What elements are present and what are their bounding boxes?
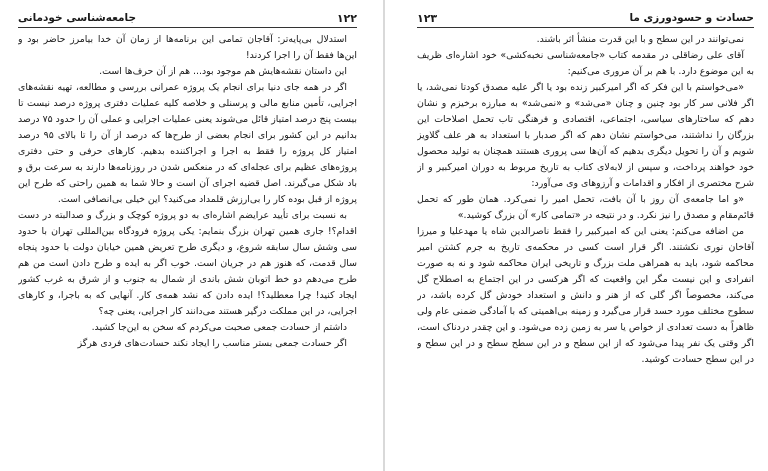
left-page-body xyxy=(18,32,357,469)
paragraph: «می‌خواستم با این فکر که اگر امیرکبیر زنده بود یا اگر علیه مصدق کودتا نمی‌شد، یا اگر فلانی سر کار بود چنین و چنان «می‌شد» و «نمی‌شد» به مبارزه برخیزم و نشان دهم که ساختارهای سیاسی، اجتماعی، اقتصادی و فرهنگی تاب تحمل اصلاحات این بزرگان را نداشتند، می‌خواستم نشان دهم که اگر صدبار با استعداد به هر علف گلاویز شویم و آن را تحویل دیگری بدهیم که آن‌ها سی پروری هستند همچنان به تولید محصول خود خواهند پرداخت، و سپس از لابه‌لای کتاب به تاریخ مربوط به دوران امیرکبیر و از شرح مختصری از افکار و اقدامات و آرزوهای وی می‌آورد: xyxy=(417,82,754,189)
right-page-number: ۱۲۳ xyxy=(417,11,438,25)
right-running-title: حسادت و حسودورزی ما xyxy=(629,12,754,24)
paragraph: نمی‌توانند در این سطح و با این قدرت منشأ اثر باشند. xyxy=(536,34,744,45)
right-header-rule xyxy=(417,27,754,28)
paragraph: به نسبت برای تأیید عرایضم اشاره‌ای به دو پروژه کوچک و بزرگ و صدالبته در دست اقدام؟! جاری همین تهران بزرگ بنمایم: یکی پروژه فرودگاه بین‌المللی تهران با حدود سی وشش سال سابقه شروع، و دیگری طرح تعریض همین خیابان دولت با حدود پنجاه سال قدمت، که هنوز هم در جریان است. خوب اگر به ایده و طرح دادن است من هم طرح می‌دهم دو خط اتوبان شش باندی از شمال به جنوب و از شرق به غرب کشور ایجاد کنید! چرا معطلید؟! ایده دادن که نشد همه‌ی کار. آنهایی که به باجرا، و کارهای اجرایی، در این مملکت درگیر هستند می‌دانند کار اجرایی، یعنی چه؟ xyxy=(18,210,357,317)
right-page xyxy=(385,0,768,471)
right-page-body xyxy=(417,32,754,469)
left-running-title: جامعه‌شناسی خودمانی xyxy=(18,12,137,24)
paragraph: اگر در همه جای دنیا برای انجام یک پروژه عمرانی بررسی و مطالعه، تهیه نقشه‌های اجرایی، تأمین منابع مالی و پرسنلی و خلاصه کلیه عملیات دفتری پروژه درصد نیست تا بیست پنج درصد امتیاز قائل می‌شوند یعنی عملیات اجرایی و عملی آن را حدود ۷۵ درصد بدانیم در این کشور برای انجام بعضی از طرح‌ها که درصد از آن را تا بالای ۹۵ درصد امتیاز کل پروژه را فقط به اجرا و اجرا‌کننده بدهیم. کارهای حرفی و حتی دفتری پروژه‌های عظیم برای عجله‌ای که در منعکس شدن در روزنامه‌ها دارند به سرعت برق و باد شکل می‌گیرند. اصل قضیه اجرای آن است و حالا شما به همین راحتی که طرح این پروژه از قبل بوده کار را بی‌ارزش قلمداد می‌کنید؟ این خیلی بی‌انصافی است. xyxy=(18,82,357,205)
paragraph: اگر حسادت جمعی بستر مناسب را ایجاد نکند حسادت‌های فردی هرگز xyxy=(77,338,347,349)
left-header-rule xyxy=(18,27,357,28)
paragraph: استدلال بی‌پایه‌تر: آقاجان تمامی این برنامه‌ها از زمان آن خدا بیامرز حاضر بود و این‌ها فقط آن را اجرا کردند! xyxy=(18,34,357,61)
paragraph: این داستان نقشه‌هایش هم موجود بود... هم از آن حرف‌ها است. xyxy=(99,66,347,77)
paragraph: «و اما جامعه‌ی آن روز با آن بافت، تحمل امیر را نمی‌کرد. همان طور که تحمل قائم‌مقام و مصدق را نیز نکرد. و در نتیجه در «تمامی کار» آن بزرگ کوشید.» xyxy=(417,194,754,221)
left-page xyxy=(0,0,383,471)
paragraph: داشتم از حسادت جمعی صحبت می‌کردم که سخن به این‌جا کشید. xyxy=(91,322,347,333)
paragraph: آقای علی رضاقلی در مقدمه کتاب «جامعه‌شناسی نخبه‌کشی» خود اشاره‌ای ظریف به این موضوع دارد. با هم بر آن مروری می‌کنیم: xyxy=(417,50,754,77)
left-page-number: ۱۲۲ xyxy=(336,11,357,25)
paragraph: من اضافه می‌کنم: یعنی این که امیرکبیر را فقط ناصرالدین شاه یا مهدعلیا و میرزا آقاخان نوری نکشتند. اگر قرار است کسی در محکمه‌ی تاریخ به جرم کشتن امیر محاکمه شود، باید به همراهی ملت بزرگ و تاریخی ایران محاکمه شود و نه به صورت انفرادی و این نیست مگر این واقعیت که اگر هرکسی در این اجتماع به اصطلاح گل می‌کند، مخصوصاً اگر گلی که از هنر و دانش و استعداد خودش گل کرده باشد، در سطوح مختلف مورد حسد قرار می‌گیرد و زمینه بی‌اهمیتی که با آمادگی ضمنی عام ولی ظاهراً به دست تعدادی از خواص یا سر به زمین زده می‌شود. و این چقدر دردناک است، اگر وقتی یک نفر پیدا می‌شود که از این سطح و در این سطح سطح و در این سطح و در این سطح حسادت کوشید. xyxy=(417,226,754,365)
right-page-header xyxy=(417,10,754,26)
left-page-header xyxy=(18,10,357,26)
